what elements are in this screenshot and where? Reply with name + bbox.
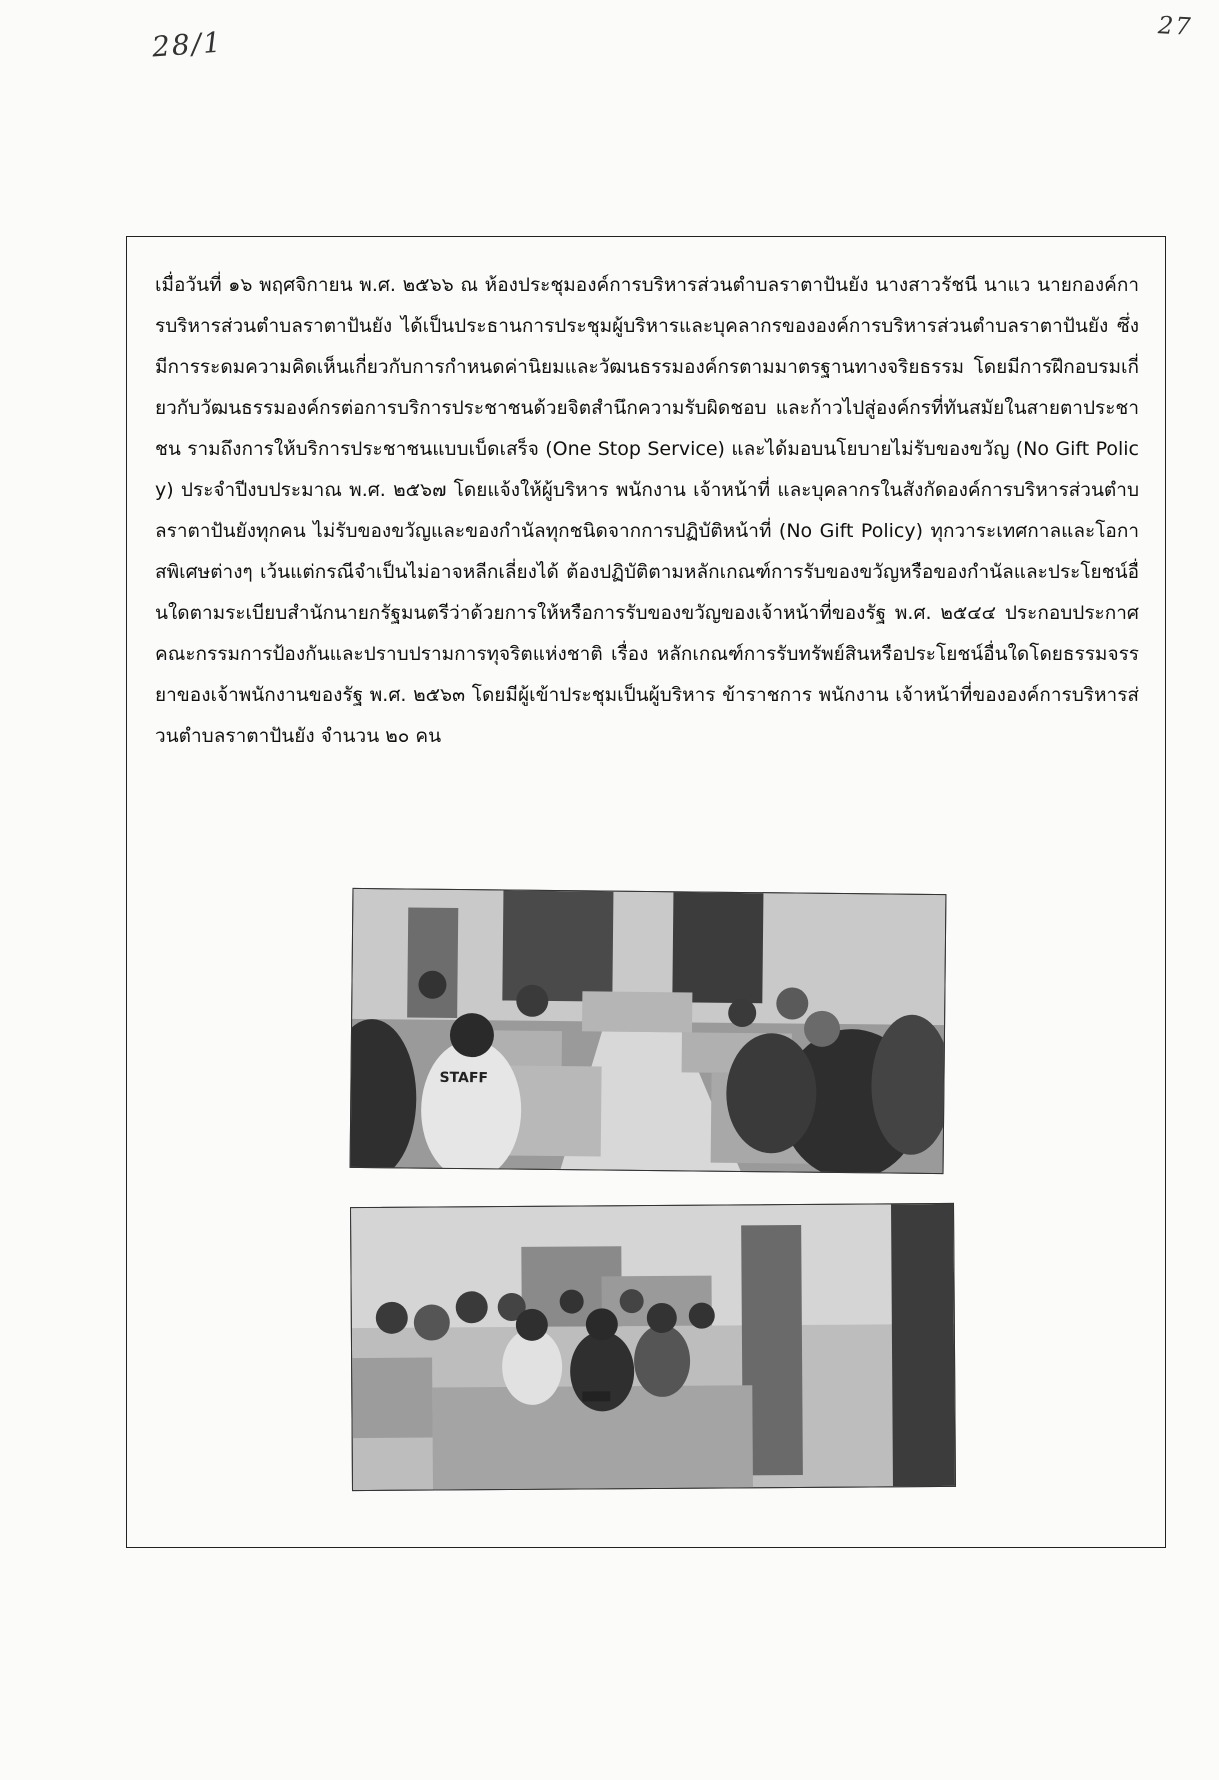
staff-shirt-text: STAFF — [439, 1069, 489, 1087]
meeting-photo-2 — [350, 1203, 956, 1491]
body-paragraph: เมื่อวันที่ ๑๖ พฤศจิกายน พ.ศ. ๒๕๖๖ ณ ห้องประชุมองค์การบริหารส่วนตำบลราตาปันยัง นางสาวรัชนี นาแว นายกองค์การบริหารส่วนตำบลราตาปันยัง ได้เป็นประธานการประชุมผู้บริหารและบุคลากรขององค์การบริหารส่วนตำบลราตาปันยัง ซึ่งมีการระดมความคิดเห็นเกี่ยวกับการกำหนดค่านิยมและวัฒนธรรมองค์กรตามมาตรฐานทางจริยธรรม โดยมีการฝึกอบรมเกี่ยวกับวัฒนธรรมองค์กรต่อการบริการประชาชนด้วยจิตสำนึกความรับผิดชอบ และก้าวไปสู่องค์กรที่ทันสมัยในสายตาประชาชน รามถึงการให้บริการประชาชนแบบเบ็ดเสร็จ (One Stop Service) และได้มอบนโยบายไม่รับของขวัญ (No Gift Policy) ประจำปีงบประมาณ พ.ศ. ๒๕๖๗ โดยแจ้งให้ผู้บริหาร พนักงาน เจ้าหน้าที่ และบุคลากรในสังกัดองค์การบริหารส่วนตำบลราตาปันยังทุกคน ไม่รับของขวัญและของกำนัลทุกชนิดจากการปฏิบัติหน้าที่ (No Gift Policy) ทุกวาระเทศกาลและโอกาสพิเศษต่างๆ เว้นแต่กรณีจำเป็นไม่อาจหลีกเลี่ยงได้ ต้องปฏิบัติตามหลักเกณฑ์การรับของขวัญหรือของกำนัลและประโยชน์อื่นใดตามระเบียบสำนักนายกรัฐมนตรีว่าด้วยการให้หรือการรับของขวัญของเจ้าหน้าที่ของรัฐ พ.ศ. ๒๕๔๔ ประกอบประกาศคณะกรรมการป้องกันและปราบปรามการทุจริตแห่งชาติ เรื่อง หลักเกณฑ์การรับทรัพย์สินหรือประโยชน์อื่นใดโดยธรรมจรรยาของเจ้าพนักงานของรัฐ พ.ศ. ๒๕๖๓ โดยมีผู้เข้าประชุมเป็นผู้บริหาร ข้าราชการ พนักงาน เจ้าหน้าที่ขององค์การบริหารส่วนตำบลราตาปันยัง จำนวน ๒๐ คน — [155, 274, 1139, 747]
meeting-photo-1 — [350, 888, 947, 1174]
handwritten-note: 28/1 — [150, 25, 224, 64]
document-frame — [126, 236, 1166, 1548]
handwritten-page-number: 27 — [1157, 11, 1194, 41]
